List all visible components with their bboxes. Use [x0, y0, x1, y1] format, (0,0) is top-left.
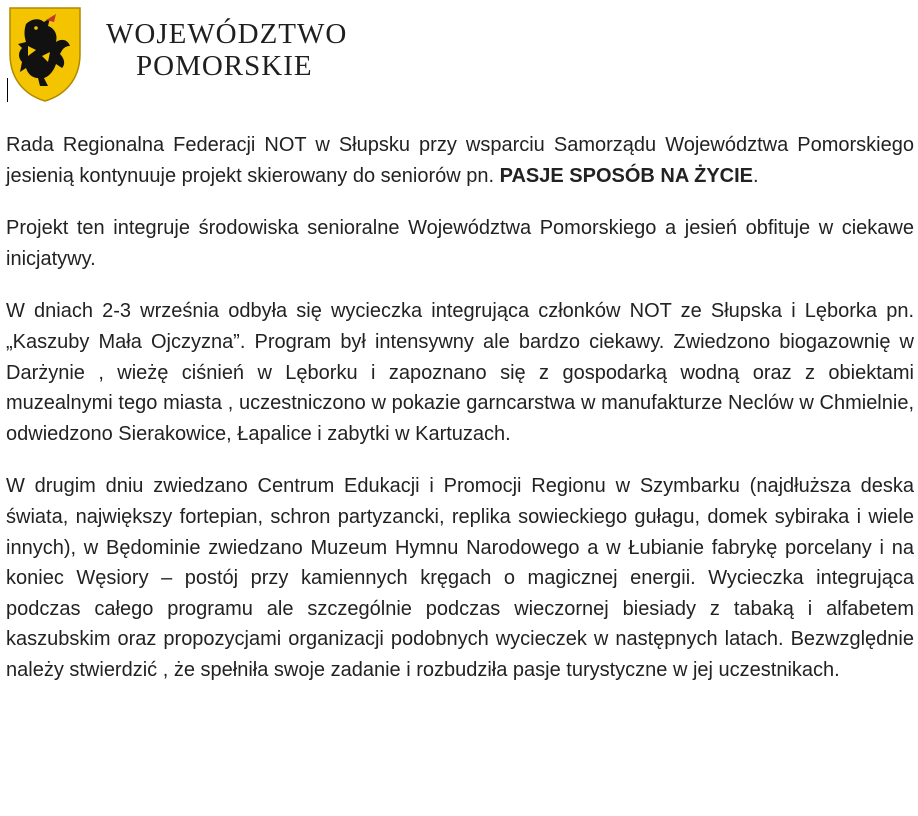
- paragraph-intro: [6, 130, 914, 191]
- paragraph-trip-day-one: W dniach 2-3 września odbyła się wycieczka integrująca członków NOT ze Słupska i Lęborka pn. „Kaszuby Mała Ojczyzna”. Program był intensywny ale bardzo ciekawy. Zwiedzono biogazownię w Darżynie , wieżę ciśnień w Lęborku i zapoznano się z gospodarką wodną oraz z obiektami muzealnymi tego miasta , uczestniczono w pokazie garncarstwa w manufakturze Neclów w Chmielnie, odwiedzono Sierakowice, Łapalice i zabytki w Kartuzach.: [6, 300, 914, 445]
- brand-line-2: POMORSKIE: [136, 50, 313, 82]
- paragraph-intro-end: .: [753, 164, 759, 187]
- document-body: [6, 130, 914, 708]
- text-cursor: [7, 78, 8, 102]
- paragraph-integration: Projekt ten integruje środowiska senioralne Województwa Pomorskiego a jesień obfituje w ciekawe inicjatywy.: [6, 217, 914, 270]
- document-header: [6, 6, 347, 102]
- brand-line-1: WOJEWÓDZTWO: [106, 18, 348, 50]
- paragraph-trip-day-two: W drugim dniu zwiedzano Centrum Edukacji i Promocji Regionu w Szymbarku (najdłuższa deska świata, największy fortepian, schron partyzancki, replika sowieckiego gułagu, domek sybiraka i wiele innych), w Będominie zwiedzano Muzeum Hymnu Narodowego a w Łubianie fabrykę porcelany i na koniec Węsiory – postój przy kamiennych kręgach o magicznej energii. Wycieczka integrująca podczas całego programu ale szczególnie podczas wieczornej biesiady z tabaką i alfabetem kaszubskim oraz propozycjami organizacji podobnych wycieczek w następnych latach. Bezwzględnie należy stwierdzić , że spełniła swoje zadanie i rozbudziła pasje turystyczne w jej uczestnikach.: [6, 475, 914, 681]
- project-name: PASJE SPOSÓB NA ŻYCIE: [499, 164, 754, 187]
- brand-wordmark: [106, 18, 347, 82]
- griffin-coat-of-arms-icon: [6, 6, 84, 102]
- paragraph-intro-text: Rada Regionalna Federacji NOT w Słupsku przy wsparciu Samorządu Województwa Pomorskiego jesienią kontynuuje projekt skierowany do seniorów pn.: [6, 134, 914, 187]
